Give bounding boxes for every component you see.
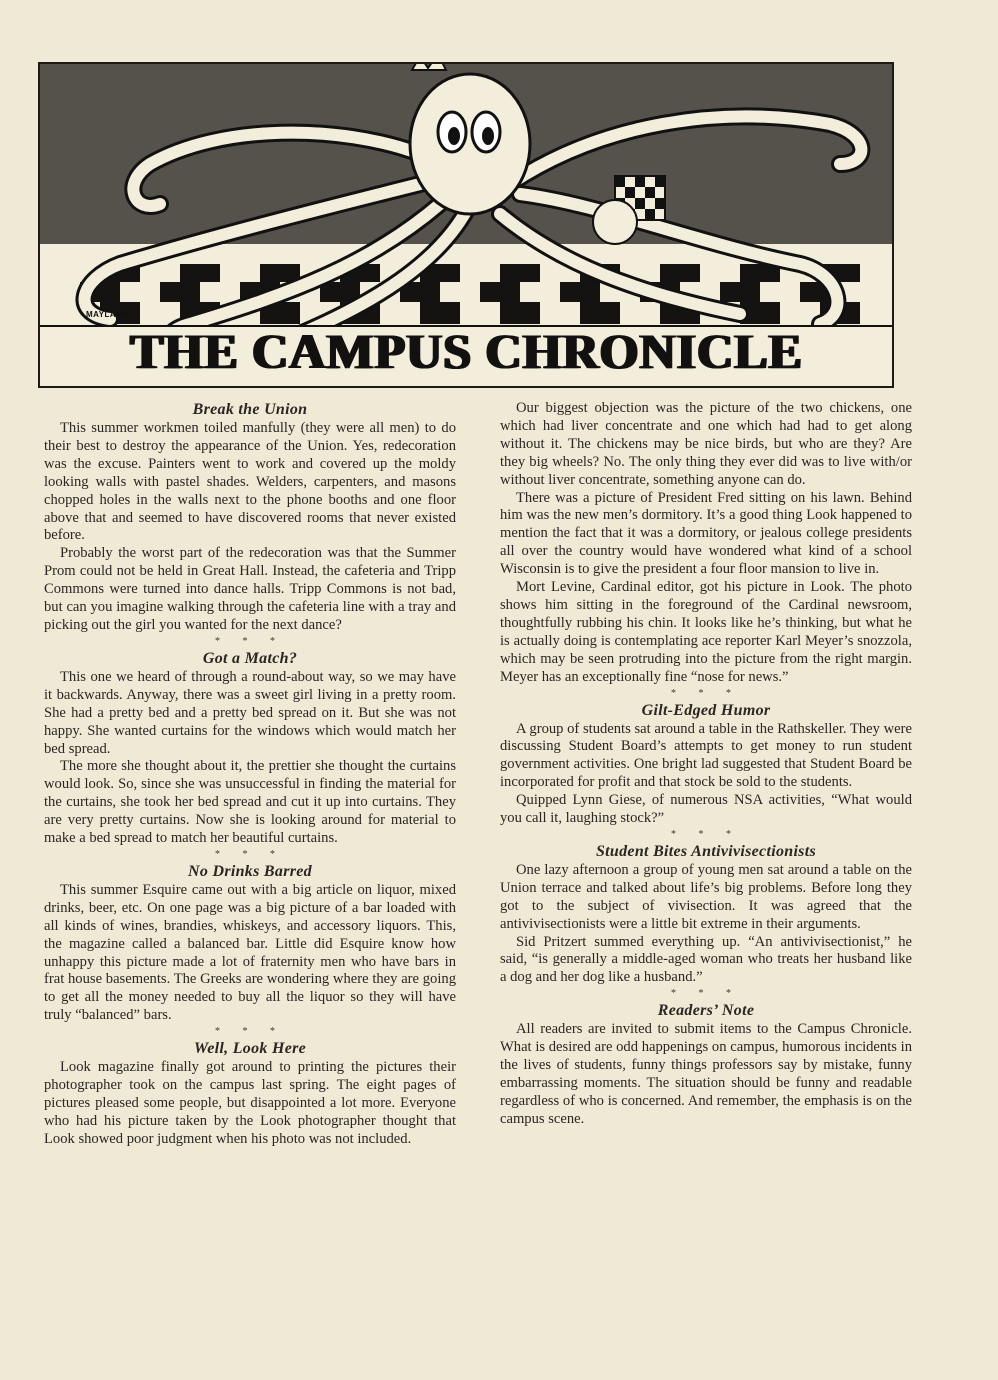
section-separator: * * * (215, 848, 285, 860)
article-paragraph: All readers are invited to submit items to the Campus Chronicle. What is desired are odd happenings on campus, humorous incidents in the lives of students, funny things professors say by mistake, funny embarrassing moments. The situation should be funny and readable regardless of who is concerned. And remember, the emphasis is on the campus scene. (500, 1021, 912, 1127)
article-heading: Well, Look Here (193, 1040, 307, 1058)
section-separator: * * * (215, 635, 285, 647)
article-paragraph: A group of students sat around a table in the Rathskeller. They were discussing Student Board’s attempts to get money to run student government activities. One bright lad suggested that Student Board be incorporated for profit and that stock be sold to the students. (500, 720, 912, 791)
article-heading: No Drinks Barred (188, 862, 312, 880)
right-column (500, 400, 912, 1129)
article-paragraph: There was a picture of President Fred sitting on his lawn. Behind him was the new men’s dormitory. It’s a good thing Look happened to mention the fact that it was a dormitory, or jealous college presidents all over the country would have wondered what kind of a school Wisconsin is to give the president a four floor mansion to live in. (500, 489, 912, 578)
article-paragraph: This summer workmen toiled manfully (they were all men) to do their best to destroy the appearance of the Union. Yes, redecoration was the excuse. Painters went to work and covered up the moldy looking walls with pastel shades. Welders, carpenters, and masons chopped holes in the walls next to the phone booths and one floor above that and seemed to have discovered rooms that never existed before. (44, 420, 456, 544)
article-paragraph: Look magazine finally got around to printing the pictures their photographer took on the campus last spring. The eight pages of pictures pleased some people, but disappointed a lot more. Everyone who had his picture taken by the Look photographer thought that Look showed poor judgment when his photo was not included. (44, 1059, 456, 1147)
section-separator: * * * (215, 1026, 285, 1038)
article-paragraph: This one we heard of through a round-about way, so we may have it backwards. Anyway, there was a sweet girl living in a pretty room. She had a pretty bed and a pretty bed spread on it. But she was not happy. She wanted curtains for the windows which would match her bed spread. (44, 668, 456, 757)
article-paragraph: This summer Esquire came out with a big article on liquor, mixed drinks, beer, etc. On one page was a big picture of a bar loaded with all kinds of wines, brandies, whiskeys, and accessory liquors. This, the magazine called a balanced bar. Little did Esquire know how unhappy this picture made a lot of fraternity men who have bars in frat house basements. The Greeks are wondering where they are going to get all the money needed to buy all the liquor so they will have truly “balanced” bars. (44, 881, 456, 1024)
section-separator: * * * (671, 988, 741, 1000)
article-paragraph: One lazy afternoon a group of young men sat around a table on the Union terrace and talked about life’s big problems. Before long they got to the subject of vivisection. It was agreed that the antivivisectionists were a little bit extreme in their arguments. (500, 861, 912, 932)
article-heading: Student Bites Antivivisectionists (595, 842, 816, 860)
left-column (44, 400, 456, 1149)
article-paragraph: Quipped Lynn Giese, of numerous NSA activities, “What would you call it, laughing stock?” (500, 792, 912, 827)
article-paragraph: Sid Pritzert summed everything up. “An antivivisectionist,” he said, “is generally a middle-aged woman who treats her husband like a dog and her dog like a husband.” (500, 933, 912, 986)
article-heading: Readers’ Note (657, 1002, 755, 1020)
masthead-title: THE CAMPUS CHRONICLE (129, 323, 803, 379)
article-heading: Gilt-Edged Humor (641, 701, 771, 719)
article-heading: Got a Match? (202, 649, 298, 667)
section-separator: * * * (671, 687, 741, 699)
article-paragraph: The more she thought about it, the prettier she thought the curtains would look. So, since she was unsuccessful in finding the material for the curtains, she took her bed spread and cut it up into curtains. They are very pretty curtains. Now she is looking around for material to make a bed spread to match her beautiful curtains. (44, 758, 456, 847)
article-paragraph: Our biggest objection was the picture of the two chickens, one which had liver concentrate and one which had had to get along without it. The chickens may be nice birds, but who are they? Are they big wheels? No. The only thing they ever did was to live with/or without liver concentrate, something anyone can do. (500, 400, 912, 488)
article-paragraph: Mort Levine, Cardinal editor, got his picture in Look. The photo shows him sitting in the foreground of the Cardinal newsroom, thoughtfully rubbing his chin. It looks like he’s thinking, but what he is actually doing is contemplating ace reporter Karl Meyer’s snozzola, which may be seen protruding into the picture from the right margin. Meyer has an exceptionally fine “nose for news.” (500, 579, 912, 685)
section-separator: * * * (671, 828, 741, 840)
article-heading: Break the Union (192, 401, 308, 418)
article-paragraph: Probably the worst part of the redecoration was that the Summer Prom could not be held in Great Hall. Instead, the cafeteria and Tripp Commons were turned into dance halls. Tripp Commons is not bad, but can you imagine walking through the cafeteria line with a tray and picking out the girl you wanted for the next dance? (44, 545, 456, 633)
artist-signature: MAYLAND (86, 310, 129, 319)
masthead (38, 62, 894, 388)
